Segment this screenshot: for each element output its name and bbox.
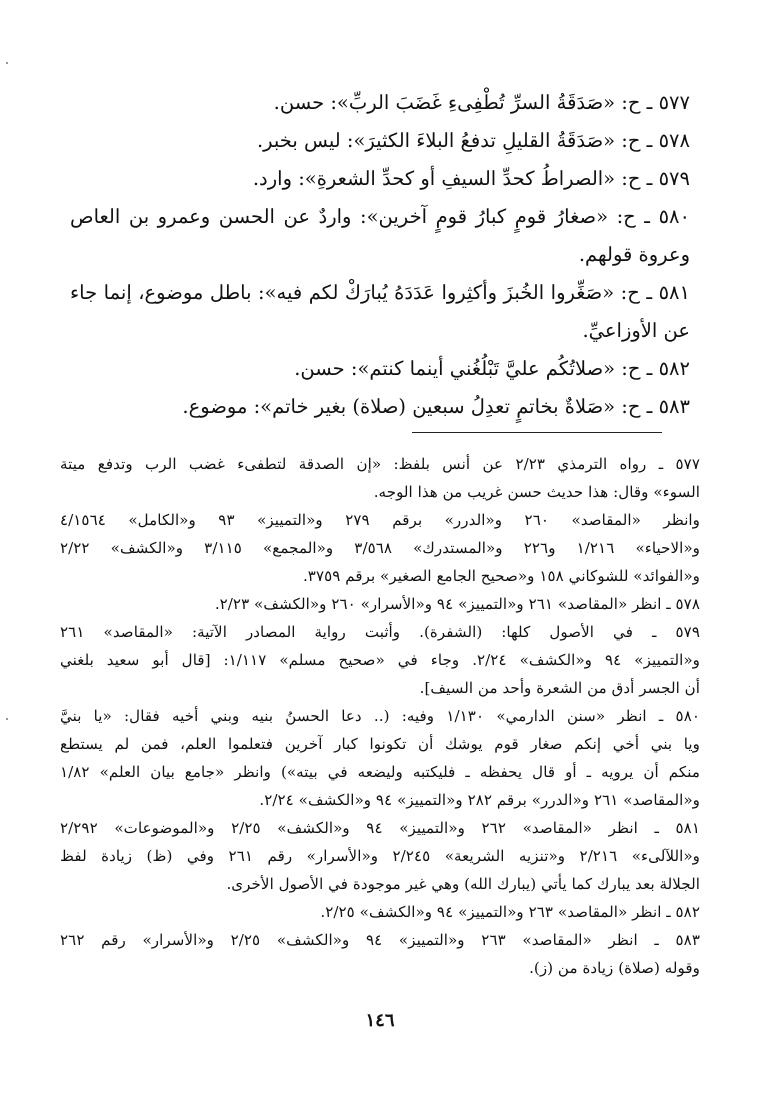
footnote-581 xyxy=(60,814,700,898)
entry-577: ٥٧٧ ـ ح: «صَدَقَةُ السرِّ تُطْفِىءِ غَضَبَ الربِّ»: حسن. xyxy=(273,91,690,114)
footnote-line: ٥٧٩ ـ في الأصول كلها: (الشفرة). وأثبت رواية المصادر الآتية: «المقاصد» ٢٦١ xyxy=(60,623,700,641)
footnote-582 xyxy=(60,898,700,926)
scan-speck xyxy=(6,62,8,64)
footnote-line: ٥٨١ ـ انظر «المقاصد» ٢٦٢ و«التمييز» ٩٤ و«الكشف» ٢/٢٥ و«الموضوعات» ٢/٢٩٢ xyxy=(60,819,700,837)
footnote-579 xyxy=(60,618,700,702)
footnote-line: و«الفوائد» للشوكاني ١٥٨ و«صحيح الجامع الصغير» برقم ٣٧٥٩. xyxy=(302,567,700,585)
footnote-line: و«التمييز» ٩٤ و«الكشف» ٢/٢٤. وجاء في «صحيح مسلم» ١/١١٧: [قال أبو سعيد بلغني xyxy=(60,651,700,669)
footnote-line: و«اللآلىء» ٢/٢١٦ و«تنزيه الشريعة» ٢/٢٤٥ و«الأسرار» رقم ٢٦١ وفي (ظ) زيادة لفظ xyxy=(60,847,700,865)
footnote-line: ٥٨٠ ـ انظر «سنن الدارمي» ١/١٣٠ وفيه: (.. دعا الحسنُ بنيه وبني أخيه فقال: «يا بنيَّ xyxy=(60,707,701,725)
footnote-line: ٥٧٨ ـ انظر «المقاصد» ٢٦١ و«التمييز» ٩٤ و«الأسرار» ٢٦٠ و«الكشف» ٢/٢٣. xyxy=(214,595,700,613)
footnote-line: الجلالة بعد يبارك كما يأتي (يبارك الله) وهي غير موجودة في الأصول الأخرى. xyxy=(226,875,700,893)
footnote-line: ٥٨٣ ـ انظر «المقاصد» ٢٦٣ و«التمييز» ٩٤ و«الكشف» ٢/٢٥ و«الأسرار» رقم ٢٦٢ xyxy=(60,931,700,949)
footnote-578 xyxy=(60,590,700,618)
entry-580: ٥٨٠ ـ ح: «صغارُ قومٍ كبارُ قومٍ آخرين»: واردٌ عن الحسن وعمرو بن العاص وعروة قولهم. xyxy=(70,205,690,266)
footnote-line: أن الجسر أدق من الشعرة وأحد من السيف]. xyxy=(419,679,700,697)
footnote-583 xyxy=(60,926,700,982)
entry-583: ٥٨٣ ـ ح: «صَلاةٌ بخاتمٍ تعدِلُ سبعين (صلاة) بغير خاتم»: موضوع. xyxy=(182,395,690,418)
footnote-line: و«المقاصد» ٢٦١ و«الدرر» برقم ٢٨٢ و«التمييز» ٩٤ و«الكشف» ٢/٢٤. xyxy=(259,791,700,809)
footnote-line: السوء» وقال: هذا حديث حسن غريب من هذا الوجه. xyxy=(373,483,700,501)
entry-578: ٥٧٨ ـ ح: «صَدَقَةُ القليلِ تدفعُ البلاءَ الكثيرَ»: ليس بخبر. xyxy=(256,129,690,152)
footnotes xyxy=(60,450,700,982)
footnote-line: منكم أن يرويه ـ أو قال يحفظه ـ فليكتبه وليضعه في بيته») وانظر «جامع بيان العلم» ١/٨٢ xyxy=(60,763,700,781)
entry-579: ٥٧٩ ـ ح: «الصراطُ كحدِّ السيفِ أو كحدِّ الشعرةِ»: وارد. xyxy=(252,167,690,190)
footnote-line: ٥٧٧ ـ رواه الترمذي ٢/٢٣ عن أنس بلفظ: «إن الصدقة لتطفىء غضب الرب وتدفع ميتة xyxy=(60,455,700,473)
footnote-line: ويا بني أخي إنكم صغار قوم يوشك أن تكونوا كبار آخرين فتعلموا العلم، فمن لم يستطع xyxy=(60,735,700,753)
scan-speck xyxy=(6,718,8,720)
page-number: ١٤٦ xyxy=(365,1010,395,1031)
main-entries xyxy=(70,84,690,426)
footnote-580 xyxy=(60,702,700,814)
entry-582: ٥٨٢ ـ ح: «صلاتُكُم عليَّ تَبْلُغُني أينما كنتم»: حسن. xyxy=(294,357,690,380)
footnote-line: ٥٨٢ ـ انظر «المقاصد» ٢٦٣ و«التمييز» ٩٤ و«الكشف» ٢/٢٥. xyxy=(320,903,700,921)
entry-581: ٥٨١ ـ ح: «صَغِّروا الخُبزَ وأكثِروا عَدَدَهُ يُبارَكْ لكم فيه»: باطل موضوع، إنما جاء عن الأوزاعيِّ. xyxy=(70,281,690,342)
footnote-line: وانظر «المقاصد» ٢٦٠ و«الدرر» برقم ٢٧٩ و«التمييز» ٩٣ و«الكامل» ٤/١٥٦٤ xyxy=(60,511,700,529)
footnote-line: و«الاحياء» ١/٢١٦ و٢٢٦ و«المستدرك» ٣/٥٦٨ و«المجمع» ٣/١١٥ و«الكشف» ٢/٢٢ xyxy=(60,539,700,557)
footnote-577 xyxy=(60,450,700,590)
footnote-divider xyxy=(412,432,662,433)
footnote-line: وقوله (صلاة) زيادة من (ز). xyxy=(529,959,700,977)
